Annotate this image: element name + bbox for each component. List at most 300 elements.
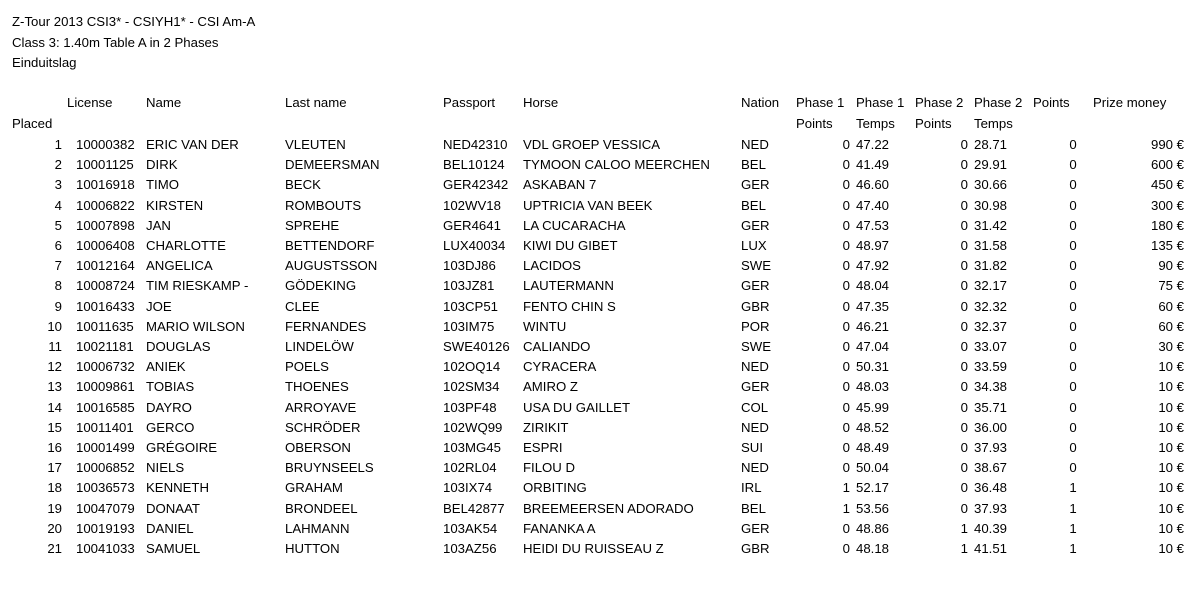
placed-cell: 9: [54, 298, 62, 314]
placed-cell: 18: [47, 480, 62, 496]
license-cell: 10006408: [76, 238, 135, 253]
nation-cell: GER: [741, 379, 770, 395]
horse-cell: LAUTERMANN: [523, 278, 614, 294]
phase1-points-cell: 0: [842, 318, 850, 334]
horse-cell: ESPRI: [523, 440, 563, 455]
table-row: [0, 499, 1202, 519]
table-row: [0, 155, 1202, 175]
name-cell: JOE: [146, 298, 172, 314]
name-cell: SAMUEL: [146, 541, 201, 556]
passport-cell: 102WQ99: [443, 419, 503, 435]
prize-cell: 10 €: [1158, 379, 1184, 395]
license-cell: 10012164: [76, 258, 135, 274]
prize-cell: 990 €: [1150, 137, 1184, 152]
last-name-cell: GRAHAM: [285, 480, 343, 496]
name-cell: JAN: [146, 217, 171, 233]
prize-cell: 10 €: [1158, 460, 1184, 476]
table-row: [0, 196, 1202, 216]
prize-cell: 10 €: [1158, 500, 1184, 516]
phase1-points-cell: 0: [842, 258, 850, 274]
passport-cell: GER42342: [443, 177, 509, 193]
passport-cell: 102SM34: [443, 379, 500, 395]
table-row: [0, 398, 1202, 418]
points-cell: 1: [1069, 480, 1077, 496]
col-phase1-points-bottom: Points: [796, 116, 833, 131]
points-cell: 1: [1069, 520, 1077, 536]
placed-cell: 11: [48, 339, 62, 354]
horse-cell: ZIRIKIT: [523, 419, 569, 435]
placed-cell: 2: [54, 157, 62, 173]
placed-cell: 20: [47, 520, 62, 536]
points-cell: 0: [1069, 197, 1077, 213]
last-name-cell: OBERSON: [285, 440, 351, 455]
phase2-points-cell: 0: [960, 137, 968, 152]
phase1-time-cell: 50.31: [856, 359, 890, 375]
name-cell: GERCO: [146, 419, 195, 435]
placed-cell: 15: [47, 419, 62, 435]
name-cell: ERIC VAN DER: [146, 137, 239, 152]
placed-cell: 14: [47, 399, 62, 415]
table-row: [0, 337, 1202, 357]
prize-cell: 135 €: [1150, 238, 1184, 253]
horse-cell: UPTRICIA VAN BEEK: [523, 197, 653, 213]
phase2-time-cell: 34.38: [974, 379, 1008, 395]
name-cell: GRÉGOIRE: [146, 440, 218, 455]
last-name-cell: SPREHE: [285, 217, 340, 233]
horse-cell: BREEMEERSEN ADORADO: [523, 500, 694, 516]
placed-cell: 10: [47, 318, 62, 334]
table-row: [0, 135, 1202, 155]
license-cell: 10006732: [76, 359, 135, 375]
last-name-cell: POELS: [285, 359, 329, 375]
prize-cell: 300 €: [1150, 197, 1184, 213]
table-row: [0, 317, 1202, 337]
document-title: Z-Tour 2013 CSI3* - CSIYH1* - CSI Am-A: [12, 14, 256, 29]
passport-cell: SWE40126: [443, 339, 510, 354]
phase1-points-cell: 0: [842, 177, 850, 193]
nation-cell: BEL: [741, 197, 766, 213]
table-row: [0, 276, 1202, 296]
phase1-points-cell: 0: [842, 238, 850, 253]
name-cell: CHARLOTTE: [146, 238, 226, 253]
phase1-points-cell: 0: [842, 379, 850, 395]
phase2-points-cell: 0: [960, 460, 968, 476]
name-cell: NIELS: [146, 460, 185, 476]
name-cell: DAYRO: [146, 399, 192, 415]
phase2-points-cell: 0: [960, 217, 968, 233]
last-name-cell: FERNANDES: [285, 318, 367, 334]
phase2-time-cell: 37.93: [974, 440, 1008, 455]
col-placed: Placed: [12, 116, 53, 131]
nation-cell: BEL: [741, 157, 766, 173]
col-points: Points: [1033, 95, 1070, 110]
phase2-time-cell: 30.98: [974, 197, 1008, 213]
phase2-time-cell: 33.07: [974, 339, 1008, 354]
nation-cell: BEL: [741, 500, 766, 516]
last-name-cell: LAHMANN: [285, 520, 350, 536]
placed-cell: 13: [47, 379, 62, 395]
passport-cell: 103PF48: [443, 399, 497, 415]
passport-cell: 103AK54: [443, 520, 498, 536]
table-row: [0, 175, 1202, 195]
phase2-time-cell: 29.91: [974, 157, 1008, 173]
license-cell: 10007898: [76, 217, 135, 233]
points-cell: 0: [1069, 379, 1077, 395]
last-name-cell: CLEE: [285, 298, 320, 314]
points-cell: 0: [1069, 419, 1077, 435]
phase2-points-cell: 0: [960, 238, 968, 253]
name-cell: DANIEL: [146, 520, 194, 536]
placed-cell: 7: [54, 258, 62, 274]
phase2-time-cell: 30.66: [974, 177, 1008, 193]
horse-cell: HEIDI DU RUISSEAU Z: [523, 541, 664, 556]
phase1-points-cell: 0: [842, 419, 850, 435]
passport-cell: GER4641: [443, 217, 501, 233]
nation-cell: IRL: [741, 480, 762, 496]
nation-cell: NED: [741, 359, 769, 375]
name-cell: TIMO: [146, 177, 179, 193]
phase1-time-cell: 41.49: [856, 157, 890, 173]
nation-cell: SUI: [741, 440, 763, 455]
phase2-time-cell: 33.59: [974, 359, 1008, 375]
phase2-points-cell: 0: [960, 258, 968, 274]
col-phase1-temps-bottom: Temps: [856, 116, 895, 131]
phase1-time-cell: 53.56: [856, 500, 890, 516]
passport-cell: 102WV18: [443, 197, 501, 213]
phase1-points-cell: 0: [842, 217, 850, 233]
prize-cell: 450 €: [1150, 177, 1184, 193]
license-cell: 10011635: [76, 318, 134, 334]
phase2-time-cell: 38.67: [974, 460, 1008, 476]
last-name-cell: BECK: [285, 177, 321, 193]
license-cell: 10047079: [76, 500, 135, 516]
phase2-points-cell: 0: [960, 419, 968, 435]
nation-cell: NED: [741, 460, 769, 476]
license-cell: 10011401: [76, 419, 134, 435]
name-cell: DIRK: [146, 157, 178, 173]
name-cell: DOUGLAS: [146, 339, 211, 354]
placed-cell: 8: [54, 278, 62, 294]
placed-cell: 21: [47, 541, 62, 556]
horse-cell: CYRACERA: [523, 359, 597, 375]
phase2-points-cell: 0: [960, 379, 968, 395]
last-name-cell: DEMEERSMAN: [285, 157, 380, 173]
phase1-time-cell: 47.40: [856, 197, 890, 213]
phase2-time-cell: 28.71: [974, 137, 1008, 152]
horse-cell: FANANKA A: [523, 520, 596, 536]
license-cell: 10001499: [76, 440, 135, 455]
passport-cell: NED42310: [443, 137, 508, 152]
horse-cell: FILOU D: [523, 460, 576, 476]
nation-cell: GER: [741, 217, 770, 233]
col-nation: Nation: [741, 95, 780, 110]
phase1-time-cell: 46.21: [856, 318, 890, 334]
phase1-time-cell: 50.04: [856, 460, 890, 476]
last-name-cell: ARROYAVE: [285, 399, 357, 415]
table-row: [0, 357, 1202, 377]
passport-cell: LUX40034: [443, 238, 506, 253]
points-cell: 0: [1069, 460, 1077, 476]
phase1-points-cell: 0: [842, 399, 850, 415]
points-cell: 0: [1069, 440, 1077, 455]
table-row: [0, 458, 1202, 478]
table-row: [0, 519, 1202, 539]
placed-cell: 19: [47, 500, 62, 516]
last-name-cell: LINDELÖW: [285, 339, 354, 354]
nation-cell: NED: [741, 137, 769, 152]
table-row: [0, 216, 1202, 236]
passport-cell: 103IM75: [443, 318, 495, 334]
prize-cell: 90 €: [1158, 258, 1184, 274]
phase2-points-cell: 0: [960, 157, 968, 173]
points-cell: 0: [1069, 157, 1077, 173]
passport-cell: 102RL04: [443, 460, 497, 476]
placed-cell: 4: [54, 197, 62, 213]
phase1-time-cell: 48.97: [856, 238, 890, 253]
horse-cell: KIWI DU GIBET: [523, 238, 618, 253]
name-cell: ANIEK: [146, 359, 186, 375]
last-name-cell: BRUYNSEELS: [285, 460, 374, 476]
last-name-cell: SCHRÖDER: [285, 419, 361, 435]
col-prize-money: Prize money: [1093, 95, 1167, 110]
phase2-time-cell: 32.37: [974, 318, 1008, 334]
name-cell: DONAAT: [146, 500, 200, 516]
col-phase2-points-top: Phase 2: [915, 95, 964, 110]
license-cell: 10016918: [76, 177, 135, 193]
prize-cell: 180 €: [1150, 217, 1184, 233]
col-license: License: [67, 95, 113, 110]
phase1-time-cell: 52.17: [856, 480, 890, 496]
col-name: Name: [146, 95, 182, 110]
phase1-points-cell: 0: [842, 339, 850, 354]
prize-cell: 60 €: [1158, 298, 1184, 314]
nation-cell: SWE: [741, 339, 772, 354]
license-cell: 10008724: [76, 278, 135, 294]
license-cell: 10016585: [76, 399, 135, 415]
phase1-time-cell: 47.92: [856, 258, 890, 274]
result-type: Einduitslag: [12, 55, 77, 70]
last-name-cell: VLEUTEN: [285, 137, 346, 152]
phase2-points-cell: 0: [960, 440, 968, 455]
prize-cell: 10 €: [1158, 419, 1184, 435]
phase1-time-cell: 48.03: [856, 379, 890, 395]
points-cell: 0: [1069, 177, 1077, 193]
name-cell: KIRSTEN: [146, 197, 204, 213]
phase1-time-cell: 48.52: [856, 419, 890, 435]
license-cell: 10041033: [76, 541, 135, 556]
phase1-points-cell: 0: [842, 359, 850, 375]
nation-cell: GBR: [741, 541, 770, 556]
phase2-points-cell: 0: [960, 278, 968, 294]
phase2-points-cell: 1: [960, 541, 968, 556]
phase2-time-cell: 36.00: [974, 419, 1008, 435]
phase2-points-cell: 0: [960, 500, 968, 516]
prize-cell: 10 €: [1158, 440, 1184, 455]
prize-cell: 10 €: [1158, 480, 1184, 496]
phase1-time-cell: 47.53: [856, 217, 890, 233]
horse-cell: ORBITING: [523, 480, 587, 496]
phase2-time-cell: 32.32: [974, 298, 1008, 314]
table-row: [0, 478, 1202, 498]
phase1-points-cell: 0: [842, 460, 850, 476]
passport-cell: 103JZ81: [443, 278, 495, 294]
table-row: [0, 539, 1202, 559]
phase2-time-cell: 31.42: [974, 217, 1008, 233]
phase2-time-cell: 41.51: [974, 541, 1008, 556]
prize-cell: 10 €: [1158, 520, 1184, 536]
nation-cell: GER: [741, 278, 770, 294]
table-row: [0, 377, 1202, 397]
prize-cell: 10 €: [1158, 399, 1184, 415]
phase1-points-cell: 0: [842, 137, 850, 152]
phase1-points-cell: 1: [842, 480, 850, 496]
phase1-time-cell: 48.04: [856, 278, 890, 294]
horse-cell: VDL GROEP VESSICA: [523, 137, 661, 152]
points-cell: 0: [1069, 339, 1077, 354]
passport-cell: 103IX74: [443, 480, 493, 496]
col-phase1-temps-top: Phase 1: [856, 95, 905, 110]
class-title: Class 3: 1.40m Table A in 2 Phases: [12, 35, 219, 50]
nation-cell: GER: [741, 520, 770, 536]
points-cell: 0: [1069, 298, 1077, 314]
phase2-time-cell: 31.58: [974, 238, 1008, 253]
table-row: [0, 438, 1202, 458]
horse-cell: FENTO CHIN S: [523, 298, 616, 314]
phase1-points-cell: 0: [842, 197, 850, 213]
phase2-time-cell: 32.17: [974, 278, 1008, 294]
col-phase2-temps-bottom: Temps: [974, 116, 1013, 131]
nation-cell: COL: [741, 399, 769, 415]
phase1-time-cell: 48.18: [856, 541, 890, 556]
nation-cell: POR: [741, 318, 770, 334]
phase2-points-cell: 0: [960, 339, 968, 354]
phase2-time-cell: 35.71: [974, 399, 1008, 415]
phase1-points-cell: 0: [842, 298, 850, 314]
points-cell: 0: [1069, 258, 1077, 274]
col-phase2-points-bottom: Points: [915, 116, 952, 131]
passport-cell: 103CP51: [443, 298, 498, 314]
placed-cell: 6: [54, 238, 62, 253]
nation-cell: GER: [741, 177, 770, 193]
points-cell: 0: [1069, 217, 1077, 233]
phase1-time-cell: 45.99: [856, 399, 890, 415]
passport-cell: 102OQ14: [443, 359, 501, 375]
name-cell: ANGELICA: [146, 258, 213, 274]
phase1-time-cell: 48.86: [856, 520, 890, 536]
license-cell: 10009861: [76, 379, 135, 395]
points-cell: 1: [1069, 500, 1077, 516]
phase2-points-cell: 0: [960, 197, 968, 213]
phase2-points-cell: 0: [960, 177, 968, 193]
horse-cell: USA DU GAILLET: [523, 399, 630, 415]
license-cell: 10001125: [76, 157, 134, 173]
placed-cell: 5: [54, 217, 62, 233]
license-cell: 10019193: [76, 520, 135, 536]
prize-cell: 600 €: [1150, 157, 1184, 173]
horse-cell: CALIANDO: [523, 339, 591, 354]
prize-cell: 60 €: [1158, 318, 1184, 334]
prize-cell: 75 €: [1158, 278, 1184, 294]
phase2-points-cell: 0: [960, 480, 968, 496]
last-name-cell: GÖDEKING: [285, 278, 357, 294]
nation-cell: GBR: [741, 298, 770, 314]
phase1-time-cell: 47.22: [856, 137, 890, 152]
table-row: [0, 297, 1202, 317]
horse-cell: WINTU: [523, 318, 567, 334]
passport-cell: 103DJ86: [443, 258, 496, 274]
points-cell: 0: [1069, 278, 1077, 294]
table-row: [0, 236, 1202, 256]
license-cell: 10006822: [76, 197, 135, 213]
points-cell: 0: [1069, 137, 1077, 152]
placed-cell: 17: [47, 460, 62, 476]
horse-cell: LACIDOS: [523, 258, 581, 274]
placed-cell: 3: [54, 177, 62, 193]
points-cell: 1: [1069, 541, 1077, 556]
phase1-points-cell: 0: [842, 520, 850, 536]
placed-cell: 12: [47, 359, 62, 375]
nation-cell: LUX: [741, 238, 767, 253]
prize-cell: 30 €: [1158, 339, 1184, 354]
phase2-points-cell: 0: [960, 318, 968, 334]
placed-cell: 16: [47, 440, 62, 455]
phase2-time-cell: 36.48: [974, 480, 1008, 496]
horse-cell: AMIRO Z: [523, 379, 578, 395]
points-cell: 0: [1069, 399, 1077, 415]
horse-cell: ASKABAN 7: [523, 177, 597, 193]
last-name-cell: BETTENDORF: [285, 238, 375, 253]
name-cell: TIM RIESKAMP -: [146, 278, 249, 294]
last-name-cell: HUTTON: [285, 541, 340, 556]
phase2-points-cell: 0: [960, 298, 968, 314]
passport-cell: 103MG45: [443, 440, 501, 455]
phase2-time-cell: 37.93: [974, 500, 1008, 516]
table-row: [0, 418, 1202, 438]
nation-cell: NED: [741, 419, 769, 435]
phase2-points-cell: 0: [960, 359, 968, 375]
license-cell: 10016433: [76, 298, 135, 314]
last-name-cell: BRONDEEL: [285, 500, 358, 516]
phase2-points-cell: 1: [960, 520, 968, 536]
horse-cell: TYMOON CALOO MEERCHEN: [523, 157, 710, 173]
phase2-time-cell: 40.39: [974, 520, 1008, 536]
col-horse: Horse: [523, 95, 559, 110]
license-cell: 10036573: [76, 480, 135, 496]
phase1-points-cell: 0: [842, 440, 850, 455]
prize-cell: 10 €: [1158, 359, 1184, 375]
col-phase1-points-top: Phase 1: [796, 95, 845, 110]
nation-cell: SWE: [741, 258, 772, 274]
license-cell: 10000382: [76, 137, 135, 152]
passport-cell: 103AZ56: [443, 541, 497, 556]
points-cell: 0: [1069, 238, 1077, 253]
last-name-cell: AUGUSTSSON: [285, 258, 378, 274]
last-name-cell: ROMBOUTS: [285, 197, 362, 213]
table-row: [0, 256, 1202, 276]
phase2-time-cell: 31.82: [974, 258, 1008, 274]
license-cell: 10021181: [76, 339, 134, 354]
last-name-cell: THOENES: [285, 379, 349, 395]
horse-cell: LA CUCARACHA: [523, 217, 626, 233]
phase1-time-cell: 47.04: [856, 339, 890, 354]
name-cell: MARIO WILSON: [146, 318, 245, 334]
phase1-points-cell: 0: [842, 157, 850, 173]
col-passport: Passport: [443, 95, 496, 110]
points-cell: 0: [1069, 359, 1077, 375]
phase1-points-cell: 1: [842, 500, 850, 516]
passport-cell: BEL42877: [443, 500, 505, 516]
col-last-name: Last name: [285, 95, 347, 110]
